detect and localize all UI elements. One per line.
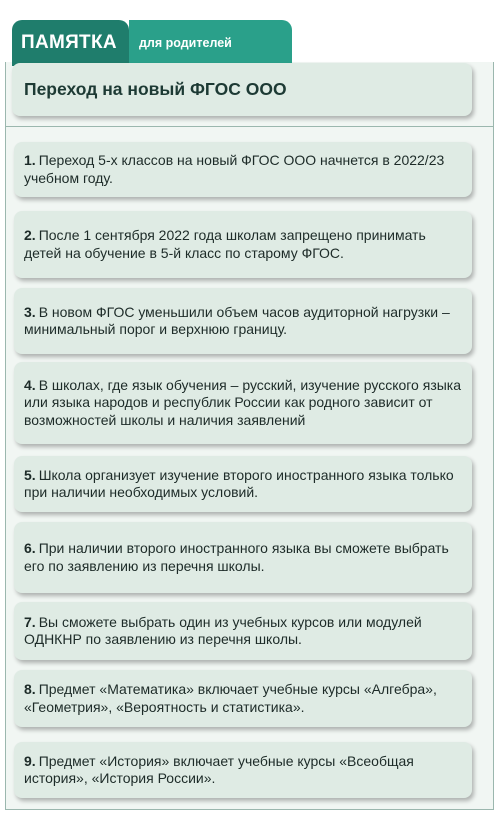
- list-item: [14, 362, 472, 444]
- item-body: Вы сможете выбрать один из учебных курсов или модулей ОДНКНР по заявлению из перечня школы.: [24, 613, 422, 647]
- item-number: 5.: [24, 466, 36, 483]
- list-item: [14, 670, 472, 727]
- audience-tab: для родителей: [129, 20, 292, 66]
- item-text: [24, 152, 462, 187]
- item-number: 2.: [24, 227, 36, 243]
- item-body: Предмет «Математика» включает учебные курсы «Алгебра», «Геометрия», «Вероятность и статистика».: [24, 681, 437, 715]
- item-body: В школах, где язык обучения – русский, изучение русского языка или языка народов и республик России как родного зависит от возможностей школы и наличия заявлений: [24, 376, 462, 428]
- item-text: [24, 227, 462, 262]
- list-item: [14, 742, 472, 798]
- item-number: 8.: [24, 681, 36, 697]
- item-body: Переход 5-х классов на новый ФГОС ООО начнется в 2022/23 учебном году.: [24, 152, 445, 186]
- list-item: [14, 456, 472, 512]
- item-text: [24, 540, 462, 575]
- item-text: [24, 681, 462, 716]
- item-body: При наличии второго иностранного языка вы сможете выбрать его по заявлению из перечня школы.: [24, 540, 449, 574]
- item-number: 7.: [24, 613, 36, 630]
- list-item: [14, 211, 472, 278]
- item-body: Школа организует изучение второго иностранного языка только при наличии необходимых условий.: [24, 466, 454, 500]
- page-title: Переход на новый ФГОС ООО: [24, 79, 287, 99]
- item-body: Предмет «История» включает учебные курсы «Всеобщая история», «История России».: [24, 752, 414, 786]
- item-text: [24, 614, 462, 649]
- list-item: [14, 142, 472, 197]
- item-number: 1.: [24, 152, 36, 168]
- item-number: 3.: [24, 303, 36, 320]
- item-number: 9.: [24, 752, 36, 769]
- item-body: В новом ФГОС уменьшили объем часов аудиторной нагрузки – минимальный порог и верхнюю границу.: [24, 303, 450, 337]
- memo-tab: ПАМЯТКА: [12, 20, 129, 66]
- list-item: [14, 602, 472, 660]
- list-item: [14, 288, 472, 354]
- list-item: [14, 522, 472, 593]
- item-text: [24, 467, 462, 502]
- item-number: 4.: [24, 376, 36, 393]
- item-text: [24, 753, 462, 788]
- section-divider: [5, 126, 494, 127]
- item-text: [24, 304, 462, 339]
- title-card: [12, 63, 472, 116]
- item-text: [24, 377, 462, 430]
- item-body: После 1 сентября 2022 года школам запрещено принимать детей на обучение в 5-й класс по старому ФГОС.: [24, 227, 426, 261]
- item-number: 6.: [24, 540, 36, 556]
